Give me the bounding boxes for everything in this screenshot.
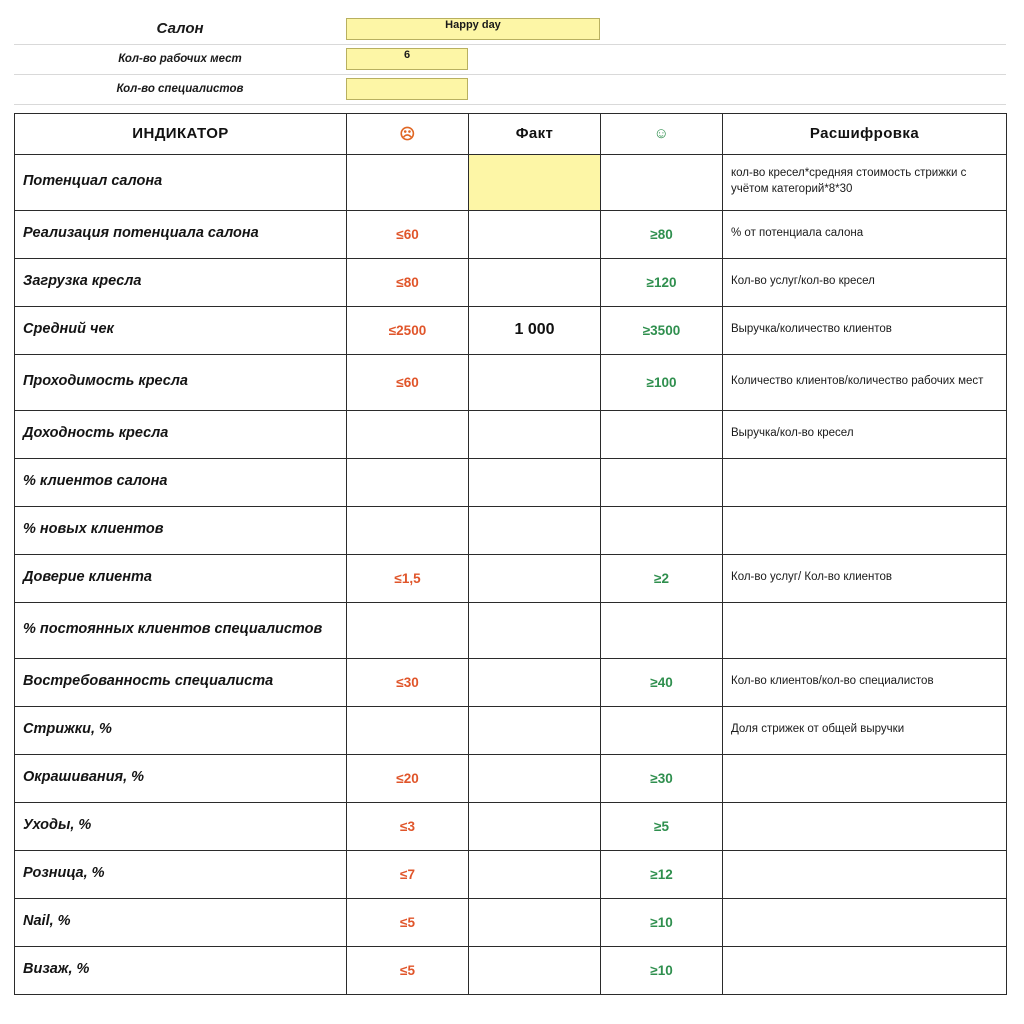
header-spacer-5 [600,74,722,104]
salon-header-block [14,14,1006,105]
kpi-fact-input[interactable] [469,946,601,994]
kpi-threshold-good: ≥10 [601,946,723,994]
header-spacer-1 [600,14,722,44]
kpi-threshold-good [601,706,723,754]
kpi-header-row [15,113,1007,154]
kpi-threshold-good [601,410,723,458]
kpi-threshold-good [601,154,723,210]
kpi-indicator-name: Загрузка кресла [15,258,347,306]
table-row [15,706,1007,754]
table-row [15,354,1007,410]
workplaces-value-cell [346,44,600,74]
workplaces-label: Кол-во рабочих мест [14,44,346,74]
kpi-fact-input[interactable]: 1 000 [469,306,601,354]
kpi-fact-input[interactable] [469,154,601,210]
kpi-indicator-name: Востребованность специалиста [15,658,347,706]
kpi-description [723,946,1007,994]
kpi-threshold-bad: ≤3 [347,802,469,850]
kpi-fact-input[interactable] [469,354,601,410]
kpi-indicator-name: Доверие клиента [15,554,347,602]
salon-value-cell [346,14,600,44]
kpi-description: Кол-во клиентов/кол-во специалистов [723,658,1007,706]
kpi-threshold-bad: ≤2500 [347,306,469,354]
kpi-description [723,458,1007,506]
table-row [15,554,1007,602]
kpi-threshold-bad: ≤60 [347,354,469,410]
kpi-description: % от потенциала салона [723,210,1007,258]
kpi-threshold-good: ≥30 [601,754,723,802]
specialists-value-cell [346,74,600,104]
kpi-fact-input[interactable] [469,898,601,946]
kpi-indicator-name: Nail, % [15,898,347,946]
header-row-specialists [14,74,1006,104]
kpi-threshold-good: ≥120 [601,258,723,306]
kpi-threshold-bad: ≤80 [347,258,469,306]
table-row [15,658,1007,706]
kpi-fact-input[interactable] [469,458,601,506]
kpi-threshold-bad [347,706,469,754]
kpi-threshold-good [601,602,723,658]
table-row [15,410,1007,458]
table-row [15,602,1007,658]
kpi-description: Количество клиентов/количество рабочих мест [723,354,1007,410]
kpi-description [723,506,1007,554]
column-header-description: Расшифровка [723,113,1007,154]
kpi-fact-input[interactable] [469,850,601,898]
kpi-threshold-bad [347,506,469,554]
kpi-threshold-bad: ≤5 [347,946,469,994]
kpi-threshold-good: ≥100 [601,354,723,410]
kpi-description [723,754,1007,802]
kpi-indicator-name: Реализация потенциала салона [15,210,347,258]
kpi-description [723,898,1007,946]
salon-label: Салон [14,14,346,44]
table-row [15,306,1007,354]
kpi-indicator-name: Визаж, % [15,946,347,994]
kpi-description: Выручка/количество клиентов [723,306,1007,354]
header-row-salon [14,14,1006,44]
table-row [15,802,1007,850]
kpi-fact-input[interactable] [469,210,601,258]
table-row [15,850,1007,898]
header-row-workplaces [14,44,1006,74]
table-row [15,458,1007,506]
kpi-threshold-good: ≥40 [601,658,723,706]
kpi-threshold-good: ≥5 [601,802,723,850]
kpi-description: Доля стрижек от общей выручки [723,706,1007,754]
kpi-indicator-name: % клиентов салона [15,458,347,506]
table-row [15,210,1007,258]
kpi-threshold-good: ≥12 [601,850,723,898]
kpi-description [723,602,1007,658]
kpi-threshold-bad: ≤7 [347,850,469,898]
kpi-table [14,113,1007,995]
kpi-fact-input[interactable] [469,258,601,306]
kpi-threshold-bad [347,154,469,210]
table-row [15,754,1007,802]
kpi-threshold-bad: ≤20 [347,754,469,802]
header-spacer-6 [722,74,1006,104]
table-row [15,898,1007,946]
kpi-threshold-good: ≥10 [601,898,723,946]
header-spacer-2 [722,14,1006,44]
kpi-indicator-name: % постоянных клиентов специалистов [15,602,347,658]
kpi-fact-input[interactable] [469,602,601,658]
kpi-indicator-name: Средний чек [15,306,347,354]
specialists-label: Кол-во специалистов [14,74,346,104]
kpi-description [723,850,1007,898]
kpi-fact-input[interactable] [469,754,601,802]
salon-name-input[interactable]: Happy day [346,18,600,40]
kpi-threshold-good: ≥3500 [601,306,723,354]
kpi-indicator-name: Уходы, % [15,802,347,850]
kpi-indicator-name: Окрашивания, % [15,754,347,802]
workplaces-input[interactable]: 6 [346,48,468,70]
kpi-description [723,802,1007,850]
kpi-threshold-bad: ≤30 [347,658,469,706]
kpi-indicator-name: Стрижки, % [15,706,347,754]
sad-face-icon: ☹ [347,113,469,154]
kpi-fact-input[interactable] [469,506,601,554]
kpi-threshold-bad: ≤60 [347,210,469,258]
kpi-indicator-name: Проходимость кресла [15,354,347,410]
kpi-indicator-name: Потенциал салона [15,154,347,210]
kpi-fact-input[interactable] [469,658,601,706]
kpi-threshold-good: ≥80 [601,210,723,258]
kpi-threshold-bad: ≤5 [347,898,469,946]
kpi-indicator-name: Розница, % [15,850,347,898]
kpi-threshold-bad [347,458,469,506]
table-row [15,258,1007,306]
specialists-input[interactable] [346,78,468,100]
kpi-threshold-good [601,458,723,506]
column-header-indicator: ИНДИКАТОР [15,113,347,154]
kpi-threshold-bad: ≤1,5 [347,554,469,602]
kpi-fact-input[interactable] [469,554,601,602]
kpi-threshold-good: ≥2 [601,554,723,602]
kpi-description: кол-во кресел*средняя стоимость стрижки с учётом категорий*8*30 [723,154,1007,210]
kpi-threshold-bad [347,602,469,658]
kpi-indicator-name: % новых клиентов [15,506,347,554]
header-spacer-4 [722,44,1006,74]
kpi-description: Кол-во услуг/ Кол-во клиентов [723,554,1007,602]
kpi-indicator-name: Доходность кресла [15,410,347,458]
kpi-threshold-good [601,506,723,554]
kpi-description: Выручка/кол-во кресел [723,410,1007,458]
kpi-fact-input[interactable] [469,706,601,754]
table-row [15,154,1007,210]
kpi-fact-input[interactable] [469,410,601,458]
header-spacer-3 [600,44,722,74]
happy-face-icon: ☺ [601,113,723,154]
kpi-threshold-bad [347,410,469,458]
kpi-fact-input[interactable] [469,802,601,850]
column-header-fact: Факт [469,113,601,154]
table-row [15,506,1007,554]
kpi-description: Кол-во услуг/кол-во кресел [723,258,1007,306]
table-row [15,946,1007,994]
